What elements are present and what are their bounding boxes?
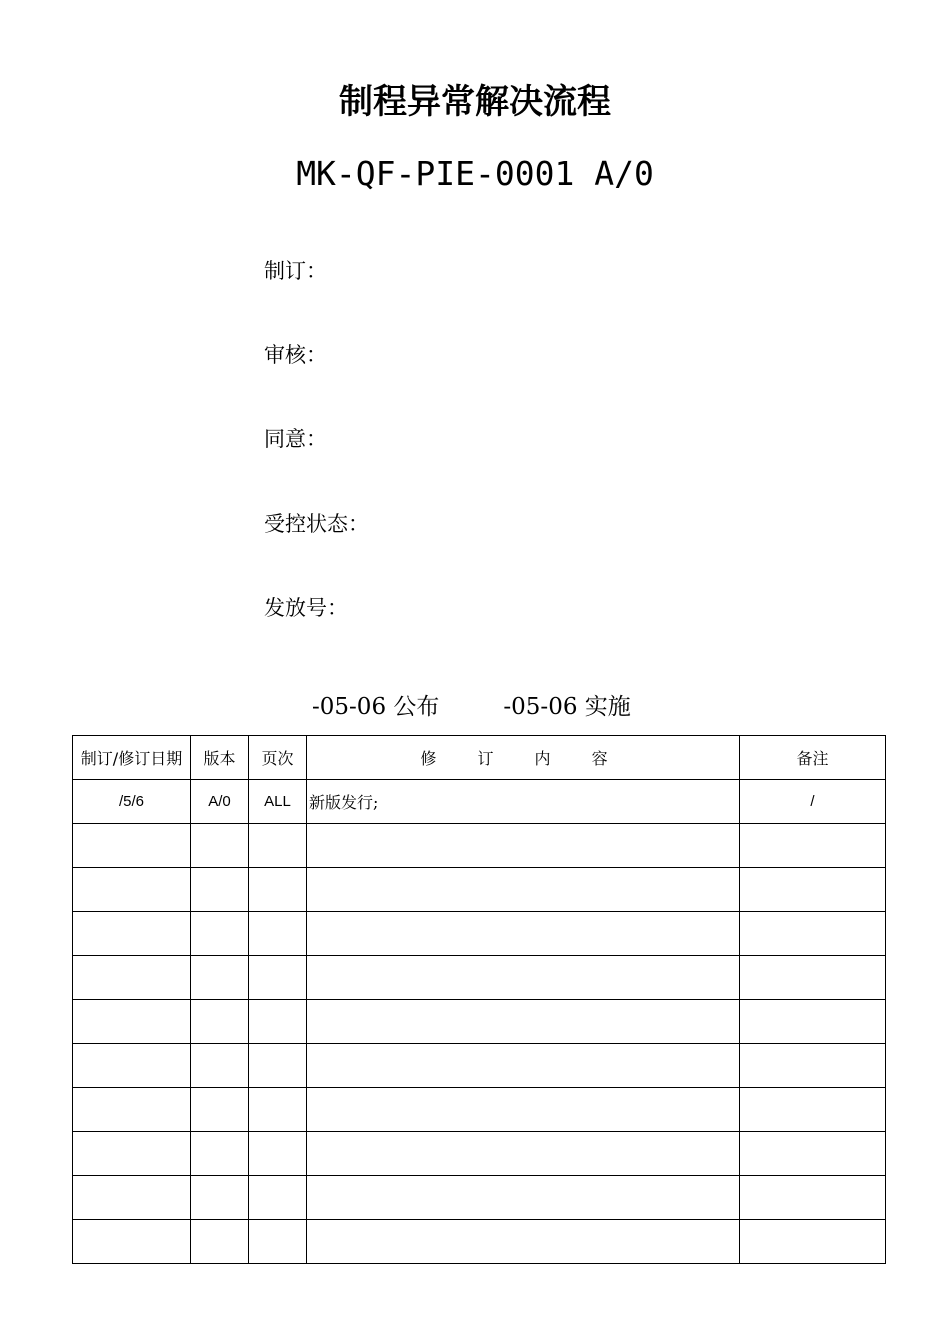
release-dates (312, 692, 631, 722)
cell-remarks (740, 1044, 886, 1088)
cell-remarks (740, 912, 886, 956)
table-row (73, 1220, 886, 1264)
cell-version (191, 1176, 249, 1220)
cell-content (307, 1000, 740, 1044)
cell-pages: ALL (249, 780, 307, 824)
cell-pages (249, 1220, 307, 1264)
cell-pages (249, 1044, 307, 1088)
table-header-row (73, 736, 886, 780)
cell-date (73, 1220, 191, 1264)
document-title: 制程异常解决流程 (339, 82, 611, 122)
field-prepared-by: 制订： (264, 259, 327, 283)
cell-version (191, 1088, 249, 1132)
cell-version (191, 912, 249, 956)
cell-date (73, 1176, 191, 1220)
cell-version: A/0 (191, 780, 249, 824)
table-row (73, 1000, 886, 1044)
table-row (73, 868, 886, 912)
cell-version (191, 956, 249, 1000)
revision-history-table (72, 735, 886, 1264)
cell-remarks (740, 956, 886, 1000)
cell-date (73, 868, 191, 912)
table-row (73, 780, 886, 824)
cell-pages (249, 1000, 307, 1044)
cell-content (307, 824, 740, 868)
cell-content: 新版发行; (307, 780, 740, 824)
header-version: 版本 (191, 736, 249, 780)
table-row (73, 1132, 886, 1176)
cell-content (307, 912, 740, 956)
field-distribution-number: 发放号： (264, 596, 348, 620)
header-remarks: 备注 (740, 736, 886, 780)
table-row (73, 824, 886, 868)
cell-version (191, 1220, 249, 1264)
cell-pages (249, 1132, 307, 1176)
cell-content (307, 1132, 740, 1176)
table-row (73, 1044, 886, 1088)
cell-remarks: / (740, 780, 886, 824)
cell-pages (249, 824, 307, 868)
cell-version (191, 1044, 249, 1088)
table-row (73, 956, 886, 1000)
cell-version (191, 824, 249, 868)
cell-remarks (740, 824, 886, 868)
cell-date (73, 824, 191, 868)
cell-remarks (740, 868, 886, 912)
cell-remarks (740, 1088, 886, 1132)
cell-content (307, 868, 740, 912)
cell-date (73, 912, 191, 956)
cell-remarks (740, 1220, 886, 1264)
table-row (73, 912, 886, 956)
cell-pages (249, 1176, 307, 1220)
cell-version (191, 1132, 249, 1176)
document-code: MK-QF-PIE-0001 A/0 (296, 154, 654, 193)
cell-content (307, 1044, 740, 1088)
field-approved-by: 同意： (264, 427, 327, 451)
cell-date (73, 956, 191, 1000)
cell-date: /5/6 (73, 780, 191, 824)
header-revision-content: 修 订 内 容 (307, 736, 740, 780)
cell-date (73, 1088, 191, 1132)
field-reviewed-by: 审核： (264, 343, 327, 367)
cell-remarks (740, 1000, 886, 1044)
cell-date (73, 1044, 191, 1088)
table-row (73, 1176, 886, 1220)
cell-pages (249, 956, 307, 1000)
cell-remarks (740, 1132, 886, 1176)
cell-date (73, 1000, 191, 1044)
cell-pages (249, 868, 307, 912)
cell-content (307, 956, 740, 1000)
implement-date: -05-06 实施 (503, 694, 631, 720)
header-revision-date: 制订/修订日期 (73, 736, 191, 780)
cell-remarks (740, 1176, 886, 1220)
cell-pages (249, 1088, 307, 1132)
cell-pages (249, 912, 307, 956)
cell-content (307, 1220, 740, 1264)
cell-date (73, 1132, 191, 1176)
cell-content (307, 1176, 740, 1220)
table-row (73, 1088, 886, 1132)
publish-date: -05-06 公布 (312, 694, 440, 720)
header-pages: 页次 (249, 736, 307, 780)
cell-content (307, 1088, 740, 1132)
cell-version (191, 868, 249, 912)
field-control-status: 受控状态： (264, 512, 369, 536)
cell-version (191, 1000, 249, 1044)
